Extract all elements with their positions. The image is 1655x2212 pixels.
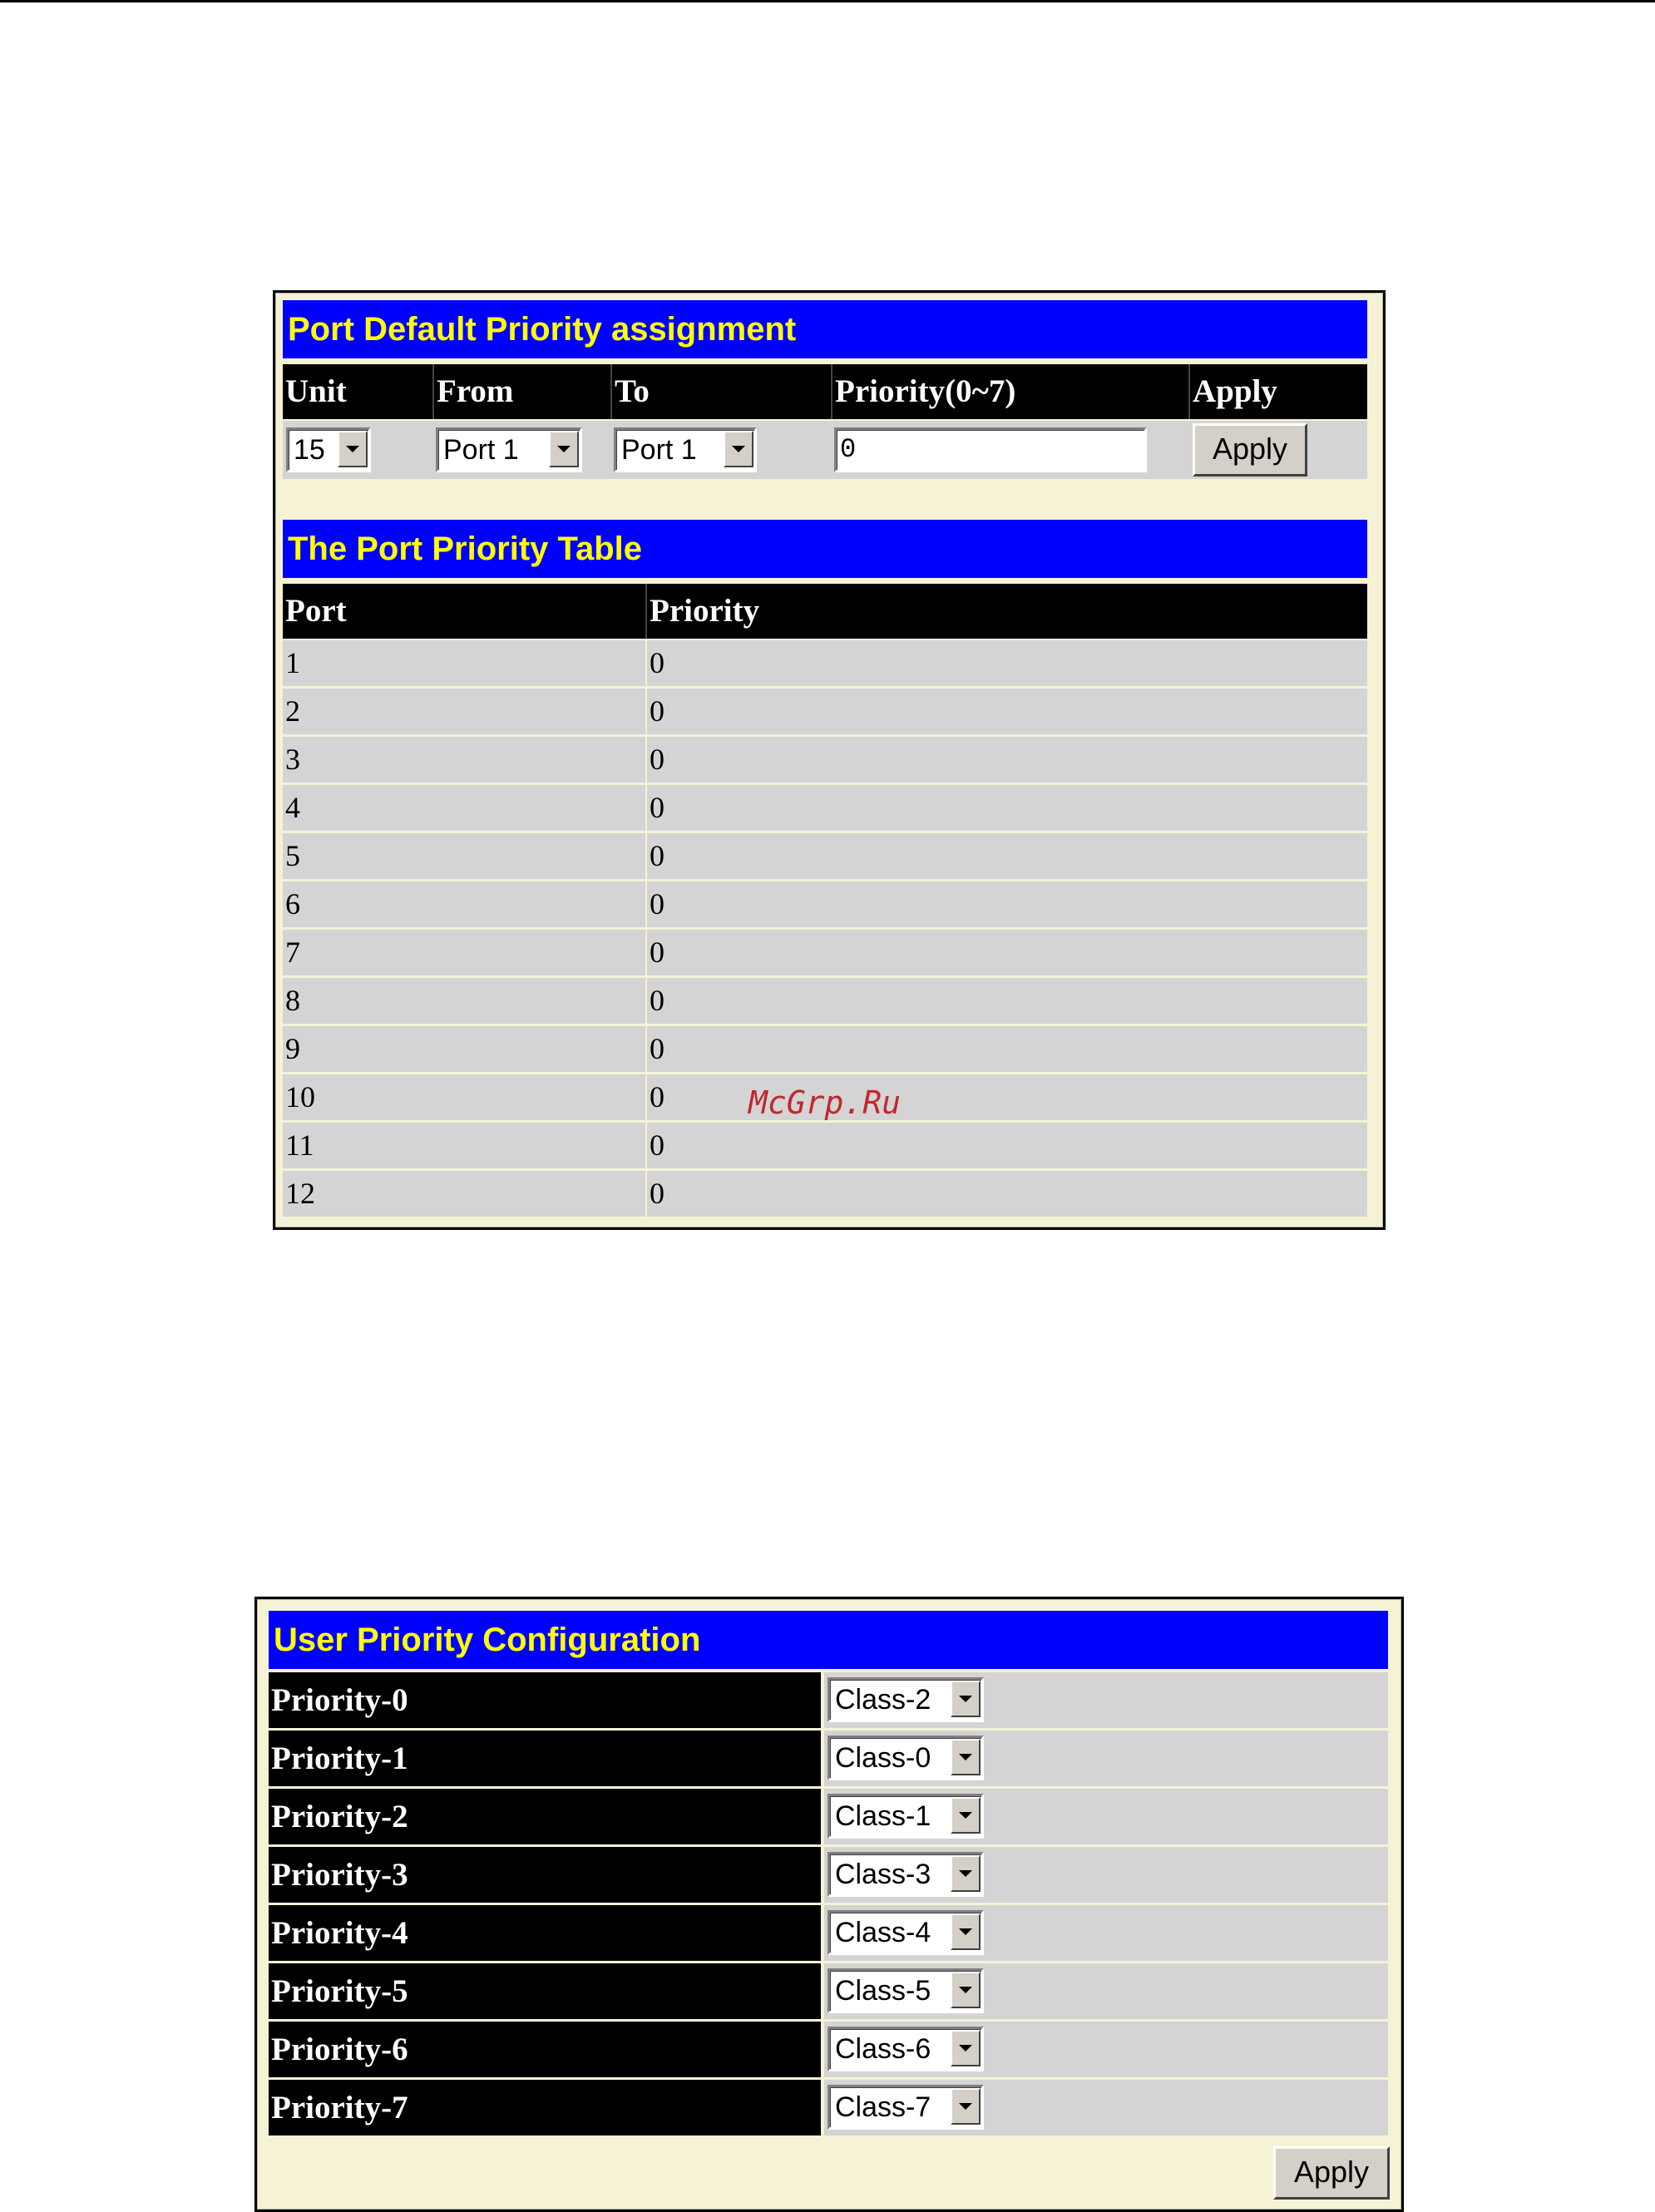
class-select[interactable] (828, 1736, 984, 1780)
priority-cell: 0 (645, 1074, 1367, 1120)
priority-label: Priority-6 (269, 2022, 821, 2077)
class-cell (824, 1905, 1388, 1961)
port-cell: 7 (285, 936, 300, 969)
class-select-value: Class-7 (835, 2091, 931, 2123)
class-select[interactable] (828, 2027, 984, 2071)
assignment-input-row (283, 421, 1367, 479)
port-cell: 9 (285, 1032, 300, 1065)
chevron-down-icon[interactable] (951, 2030, 981, 2066)
user-priority-title: User Priority Configuration (269, 1611, 1388, 1669)
class-cell (824, 1789, 1388, 1844)
class-select-value: Class-4 (835, 1917, 931, 1948)
to-port-select[interactable] (614, 427, 757, 472)
table-row (283, 930, 1367, 978)
chevron-down-icon[interactable] (724, 431, 753, 467)
priority-label: Priority-0 (269, 1672, 821, 1728)
port-cell: 3 (285, 743, 300, 776)
priority-cell: 0 (645, 930, 1367, 975)
unit-select-value: 15 (294, 434, 325, 466)
port-cell: 11 (285, 1128, 314, 1162)
class-cell (824, 1731, 1388, 1786)
priority-row (269, 1963, 1388, 2019)
from-port-select[interactable] (436, 427, 582, 472)
chevron-down-icon[interactable] (951, 2088, 981, 2125)
assignment-apply-button[interactable]: Apply (1193, 423, 1307, 476)
priority-row (269, 1672, 1388, 1728)
priority-cell: 0 (645, 689, 1367, 734)
priority-label: Priority-3 (269, 1847, 821, 1903)
priority-row (269, 2022, 1388, 2077)
port-cell: 12 (285, 1177, 315, 1210)
header-port: Port (285, 593, 347, 629)
chevron-down-icon[interactable] (951, 1797, 981, 1834)
chevron-down-icon[interactable] (951, 1681, 981, 1717)
class-select[interactable] (828, 1968, 984, 2013)
port-cell: 2 (285, 694, 300, 728)
class-select-value: Class-2 (835, 1684, 931, 1716)
priority-row (269, 1847, 1388, 1903)
header-to: To (610, 364, 831, 419)
priority-row (269, 1789, 1388, 1844)
class-select[interactable] (828, 1677, 984, 1722)
class-select-value: Class-5 (835, 1975, 931, 2007)
class-select[interactable] (828, 1794, 984, 1839)
priority-label: Priority-7 (269, 2080, 821, 2135)
priority-row (269, 1731, 1388, 1786)
header-priority: Priority(0~7) (831, 364, 1188, 419)
class-cell (824, 1847, 1388, 1903)
priority-cell: 0 (645, 978, 1367, 1024)
assignment-title: Port Default Priority assignment (283, 300, 1367, 358)
chevron-down-icon[interactable] (951, 1913, 981, 1950)
class-select-value: Class-3 (835, 1859, 931, 1890)
class-cell (824, 1963, 1388, 2019)
priority-cell: 0 (645, 881, 1367, 927)
priority-label: Priority-1 (269, 1731, 821, 1786)
priority-cell: 0 (645, 833, 1367, 879)
class-cell (824, 2080, 1388, 2135)
user-priority-panel (254, 1597, 1404, 2212)
port-cell: 8 (285, 984, 300, 1017)
priority-cell: 0 (645, 1026, 1367, 1072)
class-select[interactable] (828, 1852, 984, 1897)
from-port-value: Port 1 (443, 434, 519, 466)
priority-cell: 0 (645, 1123, 1367, 1168)
header-apply: Apply (1188, 364, 1367, 419)
priority-cell: 0 (645, 640, 1367, 686)
chevron-down-icon[interactable] (951, 1972, 981, 2008)
port-table-header-row (283, 584, 1367, 639)
priority-label: Priority-4 (269, 1905, 821, 1961)
class-select[interactable] (828, 2085, 984, 2130)
page-top-rule (0, 0, 1655, 2)
table-row (283, 640, 1367, 689)
class-select-value: Class-1 (835, 1800, 931, 1832)
table-row (283, 689, 1367, 737)
watermark-text: McGrp.Ru (748, 1084, 902, 1121)
port-cell: 5 (285, 839, 300, 872)
table-row (283, 978, 1367, 1026)
port-cell: 6 (285, 887, 300, 921)
priority-label: Priority-5 (269, 1963, 821, 2019)
chevron-down-icon[interactable] (549, 431, 579, 467)
user-priority-apply-button[interactable]: Apply (1273, 2146, 1390, 2200)
header-priority-col: Priority (645, 584, 1367, 639)
class-select-value: Class-0 (835, 1742, 931, 1774)
table-row (283, 785, 1367, 833)
priority-row (269, 2080, 1388, 2135)
class-cell (824, 2022, 1388, 2077)
to-port-value: Port 1 (621, 434, 697, 466)
priority-label: Priority-2 (269, 1789, 821, 1844)
chevron-down-icon[interactable] (951, 1855, 981, 1892)
table-row (283, 737, 1367, 785)
class-select-value: Class-6 (835, 2033, 931, 2065)
port-cell: 4 (285, 791, 300, 824)
header-from: From (432, 364, 610, 419)
class-select[interactable] (828, 1910, 984, 1955)
port-cell: 10 (285, 1080, 315, 1113)
priority-input[interactable]: 0 (834, 427, 1147, 472)
table-row (283, 833, 1367, 881)
class-cell (824, 1672, 1388, 1728)
priority-cell: 0 (645, 1171, 1367, 1217)
table-row (283, 881, 1367, 930)
table-row (283, 1026, 1367, 1074)
unit-select[interactable] (286, 427, 371, 472)
table-row (283, 1171, 1367, 1219)
port-table-title: The Port Priority Table (283, 520, 1367, 578)
priority-row (269, 1905, 1388, 1961)
priority-cell: 0 (645, 737, 1367, 783)
header-unit: Unit (285, 373, 347, 409)
port-cell: 1 (285, 646, 300, 679)
priority-cell: 0 (645, 785, 1367, 831)
table-row (283, 1123, 1367, 1171)
assignment-header-row (283, 364, 1367, 419)
chevron-down-icon[interactable] (338, 431, 368, 467)
chevron-down-icon[interactable] (951, 1739, 981, 1775)
